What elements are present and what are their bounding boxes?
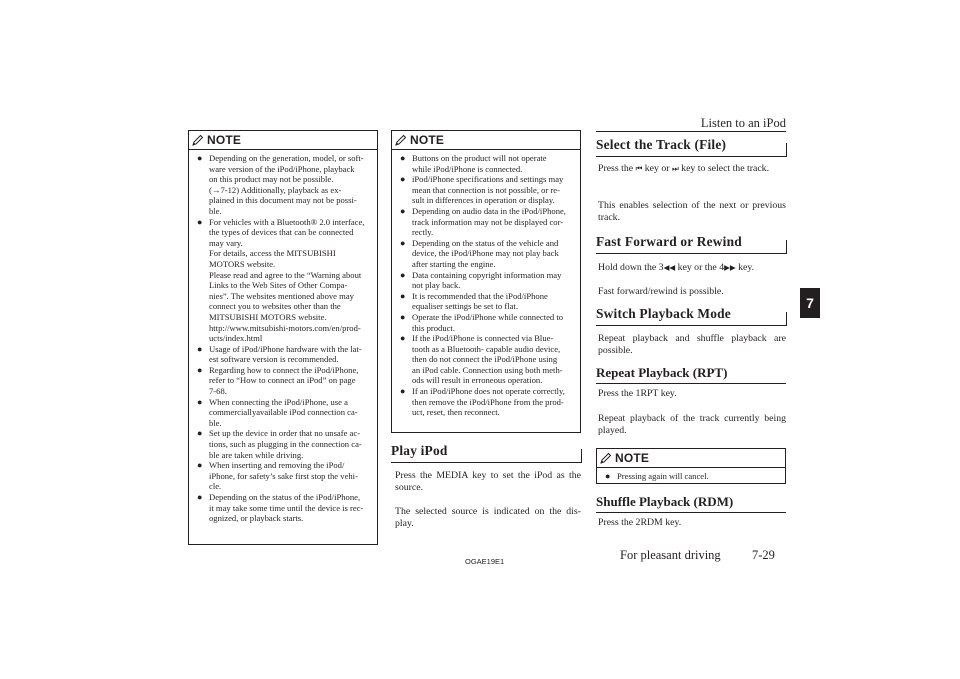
section-title-play-ipod xyxy=(391,443,581,463)
play-ipod-paragraph-1: Press the MEDIA key to set the iPod as the source. xyxy=(395,470,581,494)
note-list xyxy=(597,468,785,485)
bullet-icon: ● xyxy=(400,174,406,185)
note-header xyxy=(597,449,785,468)
bullet-icon: ● xyxy=(197,460,203,471)
bullet-icon: ● xyxy=(400,311,406,322)
note-list-item: ● For vehicles with a Bluetooth® 2.0 interface, the types of devices that can be connected may vary. For details, access the MITSUBISHI MOTORS website. Please read and agree to the “Warning about Links to the Web Sites of Other Compa- nies”. The websites mentioned above may connect you to websites other than the MITSUBISHI MOTORS website. http://www.mitsubishi-motors.com/en/prod- ucts/index.html xyxy=(197,216,365,344)
section-title-fast-forward xyxy=(596,234,786,254)
running-header-title: Listen to an iPod xyxy=(700,116,786,130)
pencil-note-icon xyxy=(395,134,407,146)
note-list-item: ● Pressing again will cancel. xyxy=(605,471,709,481)
note-label: NOTE xyxy=(410,133,445,147)
chapter-tab: 7 xyxy=(800,288,820,318)
note-list-item: ● Buttons on the product will not operate while iPod/iPhone is connected. xyxy=(400,153,547,174)
note-list-item: ● It is recommended that the iPod/iPhone equaliser settings be set to flat. xyxy=(400,290,548,312)
switch-mode-paragraph-1: Repeat playback and shuffle playback are possible. xyxy=(598,333,786,357)
subsection-title-repeat: Repeat Playback (RPT) xyxy=(596,365,786,384)
note-list xyxy=(189,150,377,527)
section-title-text: Switch Playback Mode xyxy=(596,306,731,321)
previous-track-icon: ⏮ xyxy=(635,164,643,173)
select-track-paragraph-1: Press the ⏮ key or ⏭ key to select the track. xyxy=(598,163,770,174)
bullet-icon: ● xyxy=(400,205,406,216)
note-list-item: ● Usage of iPod/iPhone hardware with the lat- est software version is recommended. xyxy=(197,343,362,365)
section-title-select-track xyxy=(596,137,786,157)
section-title-text: Fast Forward or Rewind xyxy=(596,234,742,249)
repeat-paragraph-1: Press the 1RPT key. xyxy=(598,388,677,399)
select-track-paragraph-2: This enables selection of the next or previous track. xyxy=(598,200,786,224)
note-list-item: ● Depending on audio data in the iPod/iPhone, track information may not be displayed cor- rectly. xyxy=(400,205,566,238)
title-corner-rule xyxy=(786,143,787,157)
note-label: NOTE xyxy=(207,133,242,147)
bullet-icon: ● xyxy=(197,428,203,439)
note-list-item: ● Depending on the generation, model, or soft- ware version of the iPod/iPhone, playback on this product may not be possible. (→7-12) Additionally, playback as ex- plained in this document may not be possi- ble. xyxy=(197,153,364,216)
note-list-item: ● Regarding how to connect the iPod/iPhone, refer to “How to connect an iPod” on page 7-68. xyxy=(197,364,359,397)
bullet-icon: ● xyxy=(197,216,203,227)
title-corner-rule xyxy=(786,312,787,326)
pencil-note-icon xyxy=(192,134,204,146)
next-track-icon: ⏭ xyxy=(671,164,679,173)
title-corner-rule xyxy=(786,240,787,254)
fast-forward-paragraph-1: Hold down the 3◀◀ key or the 4▶▶ key. xyxy=(598,262,755,273)
title-corner-rule xyxy=(581,449,582,463)
note-header xyxy=(392,131,580,150)
note-list-item: ● Data containing copyright information may not play back. xyxy=(400,269,562,291)
repeat-paragraph-2: Repeat playback of the track currently being played. xyxy=(598,413,786,437)
note-list xyxy=(392,150,580,421)
bullet-icon: ● xyxy=(400,153,406,163)
bullet-icon: ● xyxy=(197,153,203,163)
rewind-icon: ◀◀ xyxy=(663,263,676,272)
section-title-text: Play iPod xyxy=(391,443,448,458)
note-list-item: ● When inserting and removing the iPod/ iPhone, for safety’s sake first stop the vehi- cle. xyxy=(197,460,358,492)
note-list-item: ● iPod/iPhone specifications and settings may mean that connection is not possible, or re- sult in differences in operation or display. xyxy=(400,174,564,206)
bullet-icon: ● xyxy=(400,290,406,301)
note-header xyxy=(189,131,377,150)
note-label: NOTE xyxy=(615,451,650,465)
play-ipod-paragraph-2: The selected source is indicated on the dis-play. xyxy=(395,506,581,530)
pencil-note-icon xyxy=(600,452,612,464)
note-list-item: ● When connecting the iPod/iPhone, use a commerciallyavailable iPod connection ca- ble. xyxy=(197,396,358,428)
bullet-icon: ● xyxy=(400,333,406,344)
fast-forward-paragraph-2: Fast forward/rewind is possible. xyxy=(598,286,724,297)
subsection-title-shuffle: Shuffle Playback (RDM) xyxy=(596,494,786,513)
bullet-icon: ● xyxy=(400,237,406,248)
fast-forward-icon: ▶▶ xyxy=(724,263,736,272)
note-list-item: ● If the iPod/iPhone is connected via Blue- tooth as a Bluetooth- capable audio device, then do not connect the iPod/iPhone using an iPod cable. Connection using both meth- ods will result in erroneous operation. xyxy=(400,333,563,386)
bullet-icon: ● xyxy=(197,343,203,354)
section-title-text: Select the Track (File) xyxy=(596,137,727,152)
bullet-icon: ● xyxy=(605,471,611,481)
bullet-icon: ● xyxy=(400,269,406,280)
page-number: 7-29 xyxy=(752,548,775,562)
shuffle-paragraph-1: Press the 2RDM key. xyxy=(598,517,682,528)
note-box-middle xyxy=(391,130,581,433)
note-list-item: ● If an iPod/iPhone does not operate correctly, then remove the iPod/iPhone from the prod- uct, reset, then reconnect. xyxy=(400,386,565,418)
note-list-item: ● Depending on the status of the iPod/iPhone, it may take some time until the device is rec- ognized, or playback starts. xyxy=(197,492,364,524)
bullet-icon: ● xyxy=(197,396,203,407)
document-code: OGAE19E1 xyxy=(465,557,505,566)
bullet-icon: ● xyxy=(400,386,406,397)
bullet-icon: ● xyxy=(197,364,203,375)
section-title-switch-mode xyxy=(596,306,786,326)
header-rule xyxy=(596,131,786,132)
note-box-right xyxy=(596,448,786,484)
footer-section-name: For pleasant driving xyxy=(620,548,721,562)
note-box-left xyxy=(188,130,378,545)
note-list-item: ● Depending on the status of the vehicle and device, the iPod/iPhone may not play back after starting the engine. xyxy=(400,237,559,269)
note-list-item: ● Set up the device in order that no unsafe ac- tions, such as plugging in the connection ca- ble are taken while driving. xyxy=(197,428,362,460)
bullet-icon: ● xyxy=(197,492,203,502)
note-list-item: ● Operate the iPod/iPhone while connected to this product. xyxy=(400,311,564,333)
